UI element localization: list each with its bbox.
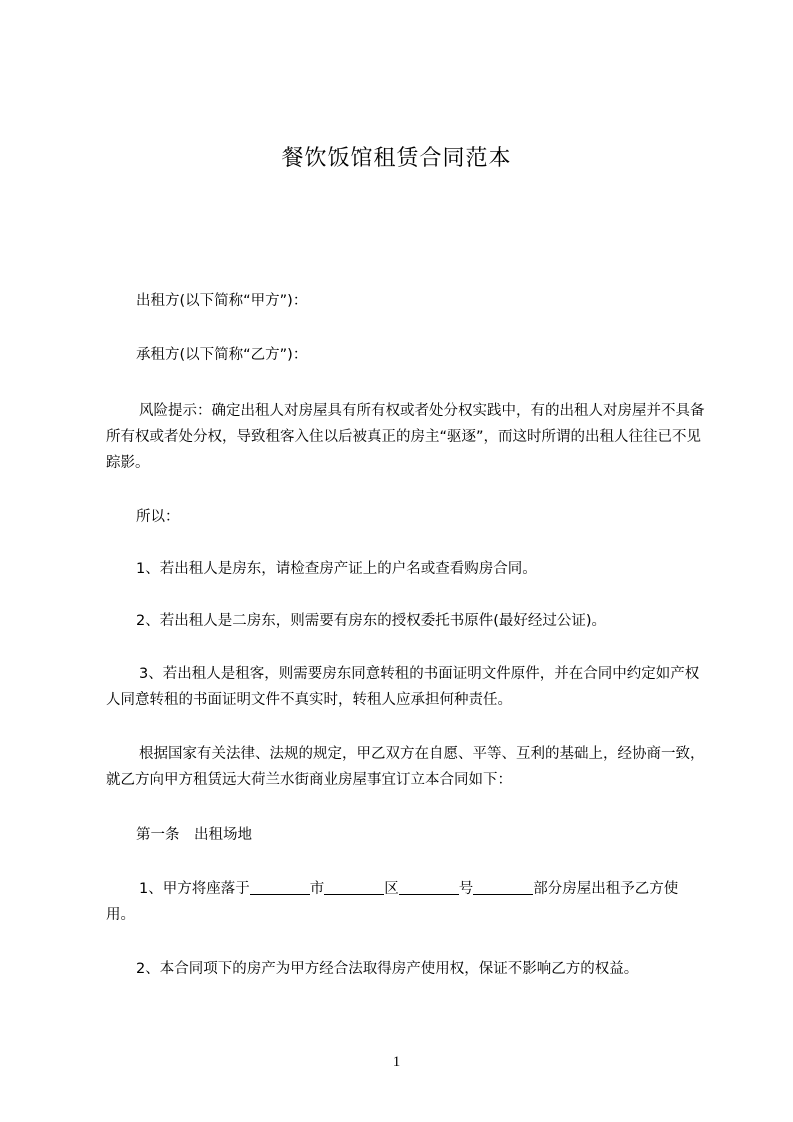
article-1-clause-2: 2、本合同项下的房产为甲方经合法取得房产使用权，保证不影响乙方的权益。 xyxy=(136,961,639,977)
therefore-line: 所以： xyxy=(136,509,180,525)
blank-field xyxy=(399,879,459,895)
clause-1-district: 区 xyxy=(384,881,399,897)
preamble: 根据国家有关法律、法规的规定，甲乙双方在自愿、平等、互利的基础上，经协商一致，就乙方向甲方租赁远大荷兰水街商业房屋事宜订立本合同如下： xyxy=(106,746,705,788)
point-2: 2、若出租人是二房东，则需要有房东的授权委托书原件(最好经过公证)。 xyxy=(136,613,607,629)
article-1-clause-1 xyxy=(106,876,706,928)
risk-notice: 风险提示：确定出租人对房屋具有所有权或者处分权实践中，有的出租人对房屋并不具备所有权或者处分权，导致租客入住以后被真正的房主“驱逐”，而这时所谓的出租人往往已不见踪影。 xyxy=(106,403,705,471)
page-number: 1 xyxy=(392,1054,401,1070)
point-1: 1、若出租人是房东，请检查房产证上的户名或查看购房合同。 xyxy=(136,561,537,577)
clause-1-city: 市 xyxy=(309,881,325,897)
blank-field xyxy=(324,879,384,895)
clause-1-number: 号 xyxy=(458,881,474,897)
document-title: 餐饮饭馆租赁合同范本 xyxy=(281,146,512,171)
clause-1-suffix: 部分房屋出租予乙方使用。 xyxy=(106,881,679,923)
lessor-line: 出租方(以下简称“甲方”)： xyxy=(136,293,308,309)
point-3: 3、若出租人是租客，则需要房东同意转租的书面证明文件原件，并在合同中约定如产权人同意转租的书面证明文件不真实时，转租人应承担何种责任。 xyxy=(106,666,700,708)
blank-field xyxy=(250,879,310,895)
clause-1-prefix: 1、甲方将座落于 xyxy=(139,881,250,897)
blank-field xyxy=(473,879,533,895)
lessee-line: 承租方(以下简称“乙方”)： xyxy=(136,347,308,363)
article-1-heading: 第一条 出租场地 xyxy=(136,827,252,843)
